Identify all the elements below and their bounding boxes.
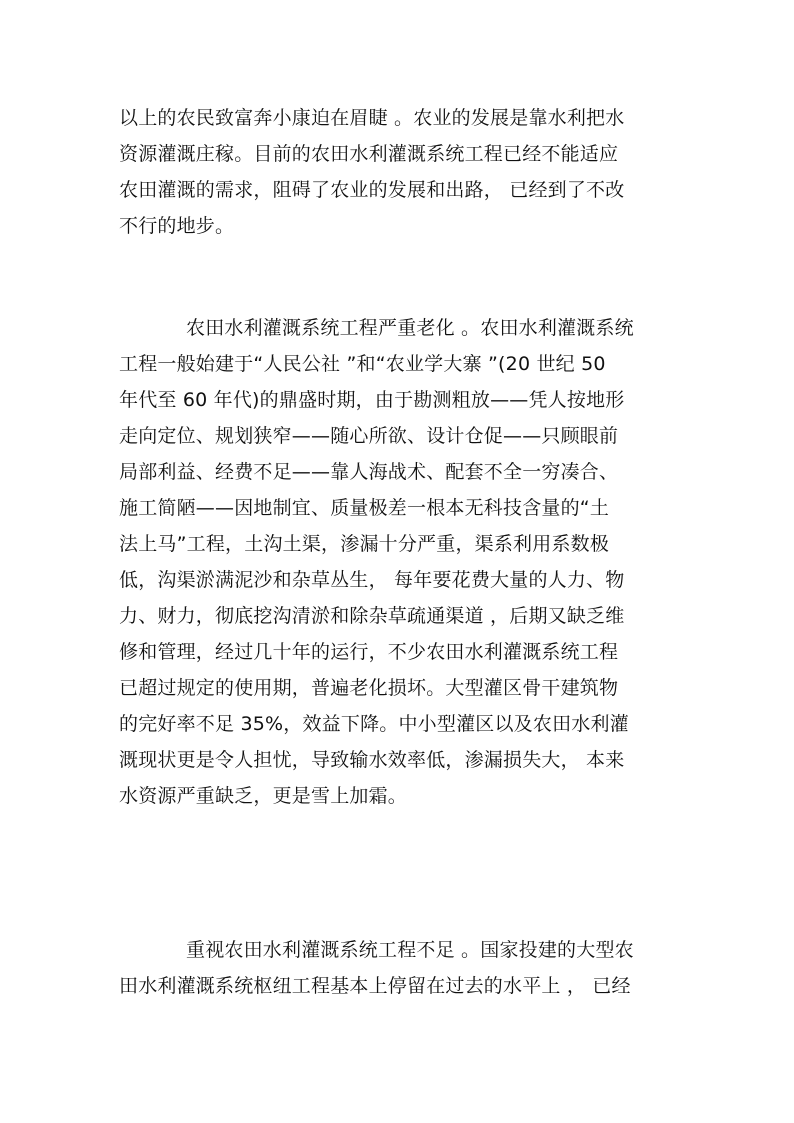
text-line: 已超过规定的使用期，普遍老化损坏。大型灌区骨干建筑物 (119, 677, 619, 699)
text-line: 水资源严重缺乏，更是雪上加霜。 (119, 785, 408, 807)
text-line: 局部利益、经费不足——靠人海战术、配套不全一穷凑合、 (119, 461, 619, 483)
text-line: 施工简陋——因地制宜、质量极差一根本无科技含量的“土 (119, 497, 610, 519)
text-line: 力、财力，彻底挖沟清淤和除杂草疏通渠道 ，后期又缺乏维 (119, 605, 625, 627)
text-line: 工程一般始建于“人民公社 ”和“农业学大寨 ”(20 世纪 50 (119, 353, 606, 375)
paragraph-continuation (119, 100, 689, 244)
text-line: 的完好率不足 35%，效益下降。中小型灌区以及农田水利灌 (119, 713, 629, 735)
text-line: 农田灌溉的需求，阻碍了农业的发展和出路， 已经到了不改 (119, 179, 625, 201)
text-line: 不行的地步。 (119, 215, 235, 237)
text-line: 修和管理，经过几十年的运行，不少农田水利灌溉系统工程 (119, 641, 619, 663)
text-line: 走向定位、规划狭窄——随心所欲、设计仓促——只顾眼前 (119, 425, 619, 447)
text-line: 溉现状更是令人担忧，导致输水效率低，渗漏损失大， 本来 (119, 749, 625, 771)
paragraph-aging-infrastructure (119, 310, 689, 814)
text-line: 资源灌溉庄稼。目前的农田水利灌溉系统工程已经不能适应 (119, 143, 619, 165)
text-line-indented: 重视农田水利灌溉系统工程不足 。国家投建的大型农 (186, 939, 634, 961)
text-line: 法上马”工程，土沟土渠，渗漏十分严重，渠系利用系数极 (119, 533, 610, 555)
text-line: 年代至 60 年代)的鼎盛时期，由于勘测粗放——凭人按地形 (119, 389, 625, 411)
text-line: 田水利灌溉系统枢纽工程基本上停留在过去的水平上 ， 已经 (119, 975, 631, 997)
text-line-indented: 农田水利灌溉系统工程严重老化 。农田水利灌溉系统 (186, 317, 634, 339)
text-line: 以上的农民致富奔小康迫在眉睫 。农业的发展是靠水利把水 (119, 107, 625, 129)
paragraph-insufficient-attention (119, 932, 689, 1004)
text-line: 低，沟渠淤满泥沙和杂草丛生， 每年要花费大量的人力、物 (119, 569, 625, 591)
